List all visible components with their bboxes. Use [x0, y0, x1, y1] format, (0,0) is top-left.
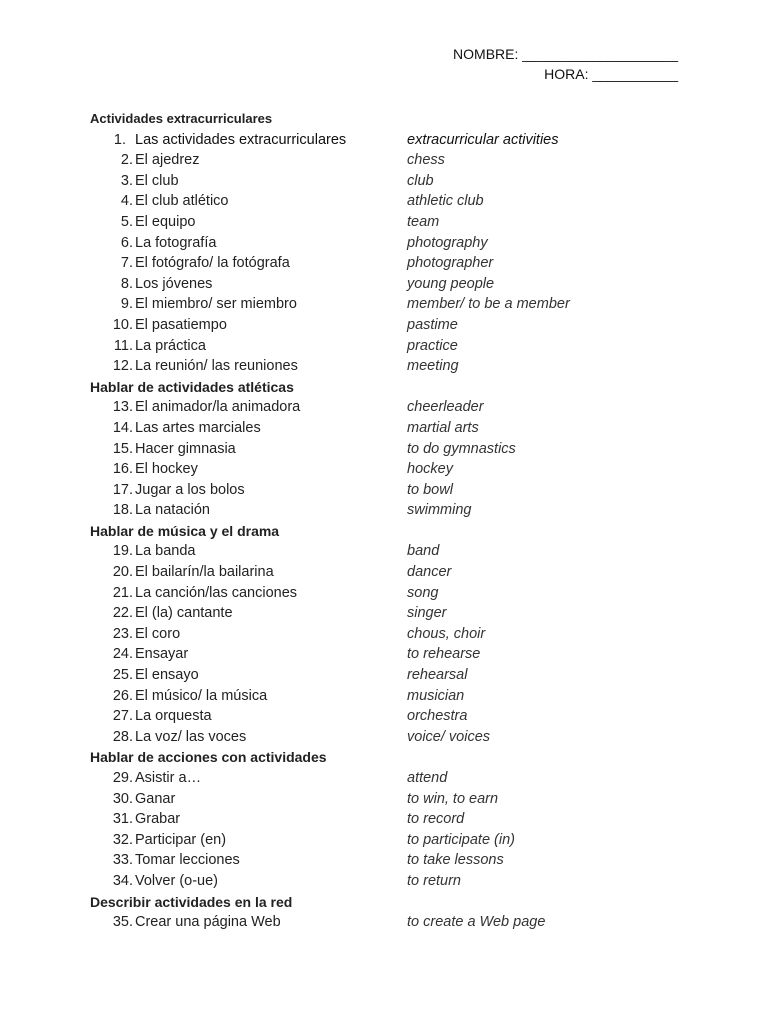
nombre-field: NOMBRE: ____________________: [453, 46, 678, 62]
vocab-spanish-term: Hacer gimnasia: [135, 440, 236, 457]
vocab-row: [90, 665, 690, 686]
vocab-row: [90, 789, 690, 810]
vocab-row: [90, 294, 690, 315]
vocab-spanish-term: El coro: [135, 625, 181, 642]
vocab-number: 4.: [120, 193, 133, 210]
section-title: Hablar de acciones con actividades: [90, 749, 327, 766]
vocab-number: 3.: [120, 172, 133, 189]
vocab-number: 18.: [112, 502, 133, 519]
vocab-row: [90, 583, 690, 604]
vocab-spanish-term: Ganar: [135, 790, 176, 807]
vocab-row: [90, 727, 690, 748]
vocab-number: 6.: [120, 234, 133, 251]
vocab-row: [90, 233, 690, 254]
vocab-spanish-term: La práctica: [135, 337, 206, 354]
vocab-number: 33.: [112, 852, 133, 869]
vocab-number: 23.: [112, 625, 133, 642]
vocab-spanish-term: El bailarín/la bailarina: [135, 564, 274, 581]
vocab-row: [90, 459, 690, 480]
vocab-number: 19.: [112, 543, 133, 560]
vocab-row: [90, 130, 690, 151]
vocab-spanish-term: Las artes marciales: [135, 419, 261, 436]
vocab-english-translation: rehearsal: [407, 667, 468, 684]
vocab-row: [90, 397, 690, 418]
vocab-number: 12.: [112, 358, 133, 375]
vocab-number: 20.: [112, 564, 133, 581]
vocab-row: [90, 171, 690, 192]
vocab-number: 29.: [112, 770, 133, 786]
vocab-number: 16.: [112, 461, 133, 478]
vocab-row: [90, 500, 690, 521]
vocab-number: 21.: [112, 584, 133, 601]
vocab-row: [90, 830, 690, 851]
vocab-number: 24.: [112, 646, 133, 663]
vocab-number: 11.: [113, 337, 133, 354]
vocab-english-translation: to do gymnastics: [407, 440, 516, 457]
vocab-spanish-term: El club atlético: [135, 193, 229, 210]
vocab-english-translation: attend: [407, 770, 448, 786]
vocab-english-translation: hockey: [407, 461, 453, 478]
vocab-english-translation: to create a Web page: [407, 914, 546, 931]
section-title: Actividades extracurriculares: [90, 111, 273, 126]
vocab-row: [90, 768, 690, 789]
vocab-english-translation: practice: [407, 337, 458, 354]
section-title: Describir actividades en la red: [90, 893, 293, 910]
vocab-english-translation: team: [407, 213, 440, 230]
vocab-spanish-term: El músico/ la música: [135, 687, 268, 704]
vocab-number: 25.: [112, 667, 133, 684]
vocab-spanish-term: La reunión/ las reuniones: [135, 358, 298, 375]
vocab-english-translation: chess: [407, 152, 445, 169]
vocab-english-translation: chous, choir: [407, 625, 486, 642]
vocab-number: 5.: [120, 213, 133, 230]
vocab-number: 35.: [112, 914, 133, 931]
vocab-row: [90, 562, 690, 583]
vocab-number: 15.: [112, 440, 133, 457]
vocab-row: [90, 541, 690, 562]
vocab-row: [90, 871, 690, 892]
vocab-spanish-term: La banda: [135, 543, 196, 560]
vocab-spanish-term: Participar (en): [135, 831, 227, 848]
vocab-number: 1.: [113, 131, 126, 148]
vocab-english-translation: club: [407, 172, 434, 189]
vocab-spanish-term: Volver (o-ue): [135, 872, 219, 889]
vocab-number: 8.: [120, 275, 133, 292]
vocab-english-translation: photographer: [407, 255, 494, 272]
vocab-spanish-term: Asistir a…: [135, 770, 202, 786]
vocab-spanish-term: Jugar a los bolos: [135, 481, 245, 498]
vocab-english-translation: meeting: [407, 358, 459, 375]
vocab-row: [90, 150, 690, 171]
vocab-english-translation: to take lessons: [407, 852, 504, 869]
vocab-number: 2.: [120, 152, 133, 169]
vocabulary-list: [90, 109, 690, 933]
vocab-english-translation: voice/ voices: [407, 728, 491, 745]
vocab-spanish-term: El ensayo: [135, 667, 199, 684]
vocab-row: [90, 439, 690, 460]
vocab-row: [90, 274, 690, 295]
vocab-spanish-term: El hockey: [135, 461, 198, 478]
vocab-spanish-term: Los jóvenes: [135, 275, 213, 292]
vocab-spanish-term: El fotógrafo/ la fotógrafa: [135, 255, 290, 272]
vocab-english-translation: to rehearse: [407, 646, 481, 663]
vocab-spanish-term: Ensayar: [135, 646, 189, 663]
vocab-row: [90, 191, 690, 212]
vocab-english-translation: band: [407, 543, 440, 560]
vocab-number: 32.: [112, 831, 133, 848]
vocab-english-translation: dancer: [407, 564, 452, 581]
vocab-number: 10.: [112, 316, 133, 333]
vocab-spanish-term: Las actividades extracurriculares: [135, 131, 347, 148]
vocab-spanish-term: El animador/la animadora: [135, 399, 301, 416]
vocab-number: 14.: [112, 419, 133, 436]
vocab-english-translation: member/ to be a member: [407, 296, 570, 313]
vocab-number: 7.: [120, 255, 133, 272]
vocab-number: 27.: [112, 708, 133, 725]
vocab-english-translation: swimming: [407, 502, 472, 519]
vocab-english-translation: to record: [407, 811, 465, 828]
vocab-number: 31.: [112, 811, 133, 828]
section-title: Hablar de actividades atléticas: [90, 378, 294, 395]
vocab-row: [90, 480, 690, 501]
vocab-row: [90, 603, 690, 624]
vocab-english-translation: extracurricular activities: [407, 131, 559, 148]
vocab-spanish-term: El equipo: [135, 213, 196, 230]
vocab-row: [90, 850, 690, 871]
vocab-spanish-term: El miembro/ ser miembro: [135, 296, 297, 313]
vocab-spanish-term: La orquesta: [135, 708, 212, 725]
vocab-row: [90, 809, 690, 830]
vocab-row: [90, 336, 690, 357]
vocab-number: 30.: [112, 790, 133, 807]
vocab-english-translation: athletic club: [407, 193, 484, 210]
vocab-english-translation: martial arts: [407, 419, 479, 436]
vocab-number: 9.: [120, 296, 133, 313]
vocab-spanish-term: La fotografía: [135, 234, 217, 251]
section-title: Hablar de música y el drama: [90, 522, 280, 539]
vocab-row: [90, 418, 690, 439]
vocab-english-translation: pastime: [407, 316, 458, 333]
vocab-row: [90, 212, 690, 233]
vocab-spanish-term: La natación: [135, 502, 210, 519]
vocab-row: [90, 253, 690, 274]
vocab-spanish-term: El ajedrez: [135, 152, 200, 169]
vocab-spanish-term: La voz/ las voces: [135, 728, 247, 745]
vocab-english-translation: to return: [407, 872, 461, 889]
vocab-spanish-term: El (la) cantante: [135, 605, 233, 622]
vocab-spanish-term: La canción/las canciones: [135, 584, 298, 601]
vocab-number: 13.: [112, 399, 133, 416]
vocab-row: [90, 644, 690, 665]
vocab-row: [90, 624, 690, 645]
vocab-row: [90, 356, 690, 377]
vocab-english-translation: musician: [407, 687, 465, 704]
vocab-english-translation: song: [407, 584, 439, 601]
vocab-number: 28.: [112, 728, 133, 745]
vocab-number: 26.: [112, 687, 133, 704]
vocab-spanish-term: Tomar lecciones: [135, 852, 240, 869]
vocab-number: 17.: [112, 481, 133, 498]
vocab-spanish-term: El club: [135, 172, 179, 189]
vocab-row: [90, 686, 690, 707]
vocab-row: [90, 912, 690, 933]
vocab-spanish-term: Grabar: [135, 811, 181, 828]
hora-field: HORA: ___________: [544, 66, 678, 82]
vocab-number: 34.: [112, 872, 133, 889]
vocab-spanish-term: Crear una página Web: [135, 914, 281, 931]
vocab-row: [90, 706, 690, 727]
vocab-english-translation: to bowl: [407, 481, 453, 498]
vocab-english-translation: photography: [407, 234, 488, 251]
vocab-number: 22.: [112, 605, 133, 622]
vocab-english-translation: orchestra: [407, 708, 468, 725]
vocab-english-translation: to win, to earn: [407, 790, 499, 807]
vocab-spanish-term: El pasatiempo: [135, 316, 227, 333]
vocab-english-translation: singer: [407, 605, 447, 622]
vocab-english-translation: cheerleader: [407, 399, 484, 416]
vocab-english-translation: young people: [407, 275, 495, 292]
vocab-english-translation: to participate (in): [407, 831, 515, 848]
vocab-row: [90, 315, 690, 336]
